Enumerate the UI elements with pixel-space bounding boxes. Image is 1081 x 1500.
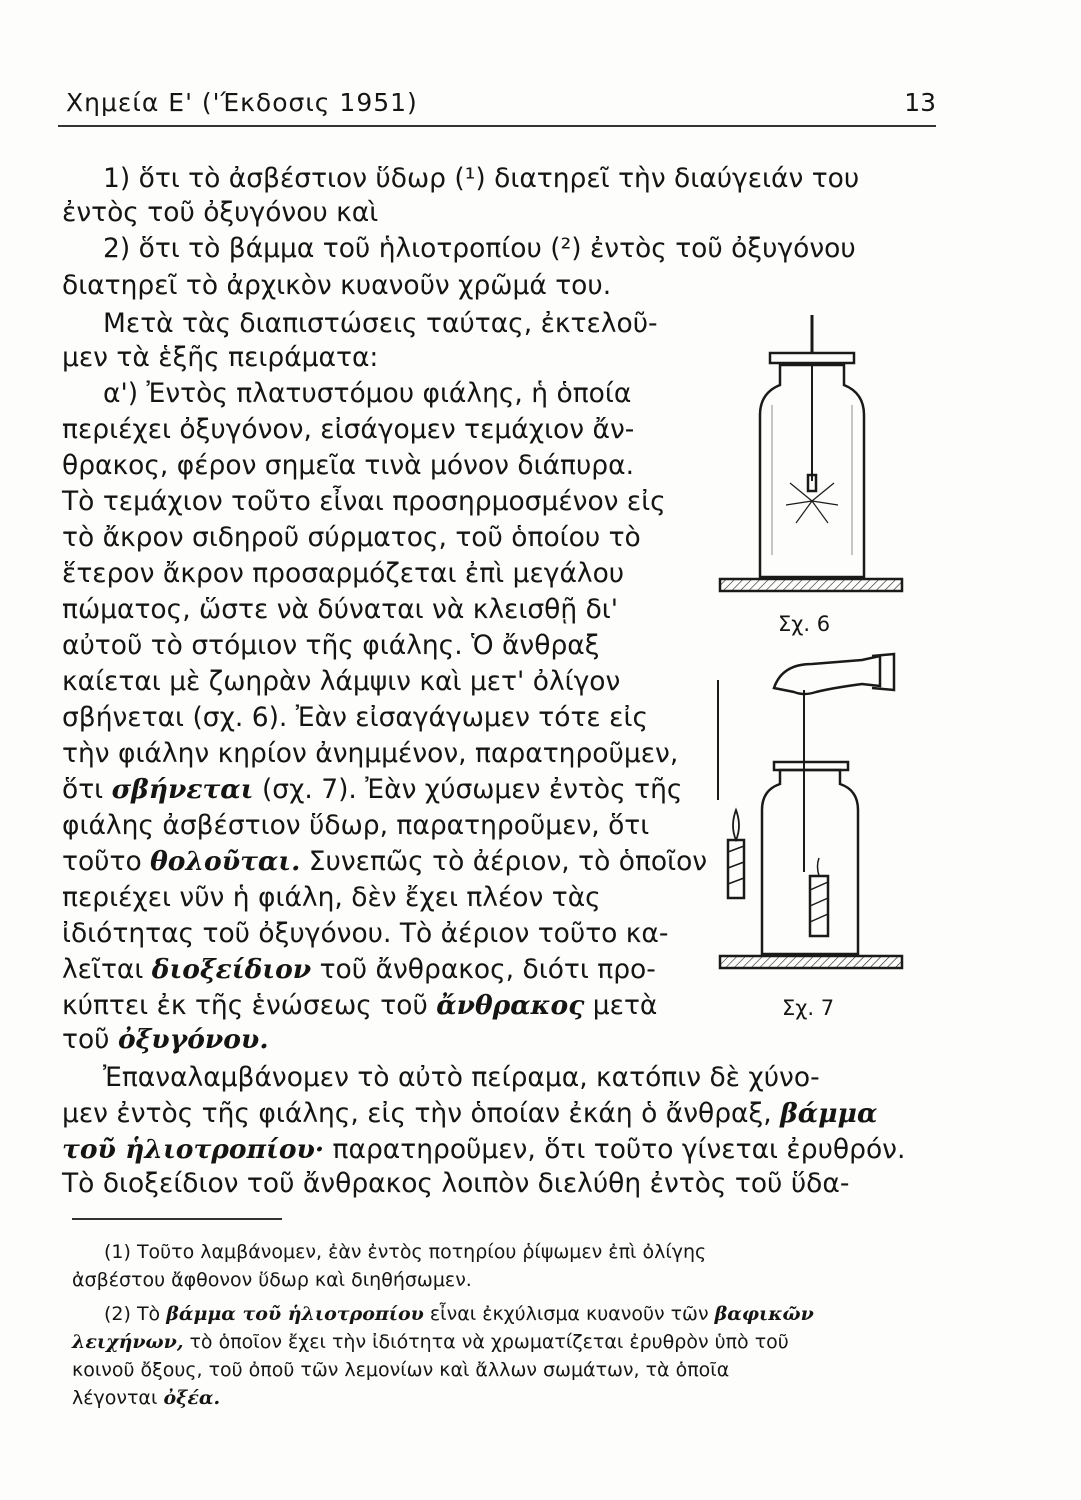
candle-inside (810, 876, 828, 936)
hand-drawing (774, 656, 880, 694)
text-run: τοῦ ἄνθρακος, διότι προ- (311, 954, 656, 985)
emphasis-term: βαφικῶν (714, 1303, 814, 1325)
text-line: περιέχει ὀξυγόνον, εἰσάγομεν τεμάχιον ἄν- (62, 414, 635, 445)
base-plate (720, 579, 902, 591)
emphasis-term: βάμμα τοῦ ἡλιοτροπίου (166, 1303, 424, 1325)
text-run: μεν ἐντὸς τῆς φιάλης, εἰς τὴν ὁποίαν ἐκάη ὁ ἄνθραξ, (62, 1098, 781, 1129)
text-run: τοῦτο (62, 846, 151, 877)
text-line: ἕτερον ἄκρον προσαρμόζεται ἐπὶ μεγάλου (62, 558, 625, 589)
text-line: τὸ ἄκρον σιδηροῦ σύρματος, τοῦ ὁποίου τὸ (62, 522, 641, 553)
text-run: παρατηροῦμεν, ὅτι τοῦτο γίνεται ἐρυθρόν. (324, 1134, 906, 1165)
text-line: σβήνεται (σχ. 6). Ἐὰν εἰσαγάγωμεν τότε εἰς (62, 702, 649, 733)
running-title: Χημεία Ε' ('Έκδοσις 1951) (66, 88, 418, 117)
text-line: Τὸ τεμάχιον τοῦτο εἶναι προσηρμοσμένον εἰς (62, 486, 666, 517)
emphasis-term: ἄνθρακος (436, 990, 585, 1021)
emphasis-term: τοῦ ἡλιοτροπίου· (62, 1134, 325, 1165)
footnote-line (72, 1386, 220, 1410)
emphasis-term: λειχήνων, (72, 1331, 184, 1353)
text-run: λεῖται (62, 954, 152, 985)
text-line: Μετὰ τὰς διαπιστώσεις ταύτας, ἐκτελοῦ- (103, 308, 658, 339)
text-line: α') Ἐντὸς πλατυστόμου φιάλης, ἡ ὁποία (103, 378, 632, 409)
text-line: αὐτοῦ τὸ στόμιον τῆς φιάλης. Ὁ ἄνθραξ (62, 630, 600, 661)
text-line (62, 846, 707, 878)
text-line: 2) ὅτι τὸ βάμμα τοῦ ἡλιοτροπίου (²) ἐντὸς τοῦ ὀξυγόνου (103, 233, 856, 264)
text-line: ἐντὸς τοῦ ὀξυγόνου καὶ (62, 197, 379, 228)
figure-6-caption: Σχ. 6 (778, 612, 831, 636)
page-header (66, 88, 936, 124)
text-line: μεν τὰ ἑξῆς πειράματα: (62, 342, 379, 373)
emphasis-term: ὀξυγόνου. (117, 1024, 269, 1055)
emphasis-term: διοξείδιον (151, 954, 312, 985)
emphasis-term: βάμμα (780, 1098, 878, 1129)
text-line (62, 954, 656, 986)
text-line (62, 774, 682, 806)
text-run: μετὰ (584, 990, 658, 1021)
figure-7-caption: Σχ. 7 (782, 996, 835, 1020)
text-run: (2) Τὸ (104, 1303, 167, 1325)
text-line: Τὸ διοξείδιον τοῦ ἄνθρακος λοιπὸν διελύθη ἐντὸς τοῦ ὕδα- (62, 1168, 850, 1199)
candle-flame (733, 810, 739, 840)
text-line (62, 990, 657, 1022)
text-line (62, 1024, 269, 1056)
figure-6-illustration (720, 305, 910, 605)
text-line: ἰδιότητας τοῦ ὀξυγόνου. Τὸ ἀέριον τοῦτο κα- (62, 918, 669, 949)
text-line: καίεται μὲ ζωηρὰν λάμψιν καὶ μετ' ὀλίγον (62, 666, 621, 697)
text-run: λέγονται (72, 1387, 164, 1409)
text-line: τὴν φιάλην κηρίον ἀνημμένον, παρατηροῦμεν, (62, 738, 679, 769)
footnote-line (104, 1302, 814, 1326)
text-line (62, 1098, 877, 1130)
text-line: περιέχει νῦν ἡ φιάλη, δὲν ἔχει πλέον τὰς (62, 882, 601, 913)
stopper (770, 353, 854, 363)
text-line: πώματος, ὥστε νὰ δύναται νὰ κλεισθῇ δι' (62, 594, 619, 625)
footnote-line: κοινοῦ ὄξους, τοῦ ὀποῦ τῶν λεμονίων καὶ ἄλλων σωμάτων, τὰ ὁποῖα (72, 1359, 730, 1381)
smoke-wisp (818, 858, 820, 876)
text-line: 1) ὅτι τὸ ἀσβέστιον ὕδωρ (¹) διατηρεῖ τὴν διαύγειάν του (103, 163, 860, 194)
emphasis-term: σβήνεται (111, 774, 254, 805)
header-rule (58, 125, 936, 127)
emphasis-term: ὀξέα. (163, 1387, 221, 1409)
text-run: κύπτει ἐκ τῆς ἑνώσεως τοῦ (62, 990, 437, 1021)
footnote-rule (72, 1218, 282, 1220)
text-run: (σχ. 7). Ἐὰν χύσωμεν ἐντὸς τῆς (253, 774, 683, 805)
text-run: Συνεπῶς τὸ ἀέριον, τὸ ὁποῖον (300, 846, 708, 877)
text-run: τὸ ὁποῖον ἔχει τὴν ἰδιότητα νὰ χρωματίζεται ἐρυθρὸν ὑπὸ τοῦ (183, 1331, 789, 1353)
footnote-line (72, 1330, 789, 1354)
text-line: διατηρεῖ τὸ ἀρχικὸν κυανοῦν χρῶμά του. (62, 270, 612, 301)
footnote-line: ἀσβέστου ἄφθονον ὕδωρ καὶ διηθήσωμεν. (72, 1269, 472, 1291)
text-run: εἶναι ἐκχύλισμα κυανοῦν τῶν (423, 1303, 715, 1325)
emphasis-term: θολοῦται. (150, 846, 301, 877)
text-line: θρακος, φέρον σημεῖα τινὰ μόνον διάπυρα. (62, 450, 635, 481)
text-run: τοῦ (62, 1024, 118, 1055)
footnote-line: (1) Τοῦτο λαμβάνομεν, ἐὰν ἐντὸς ποτηρίου ῥίψωμεν ἐπὶ ὀλίγης (104, 1241, 707, 1263)
text-run: ὅτι (62, 774, 112, 805)
bottle-rim (774, 762, 848, 770)
text-line: φιάλης ἀσβέστιον ὕδωρ, παρατηροῦμεν, ὅτι (62, 810, 650, 841)
page-number: 13 (904, 88, 936, 117)
sparks (786, 483, 838, 523)
text-line (62, 1134, 905, 1166)
text-line: Ἐπαναλαμβάνομεν τὸ αὐτὸ πείραμα, κατόπιν δὲ χύνο- (103, 1062, 820, 1093)
figure-7-illustration (712, 650, 912, 985)
base-plate (720, 956, 902, 968)
